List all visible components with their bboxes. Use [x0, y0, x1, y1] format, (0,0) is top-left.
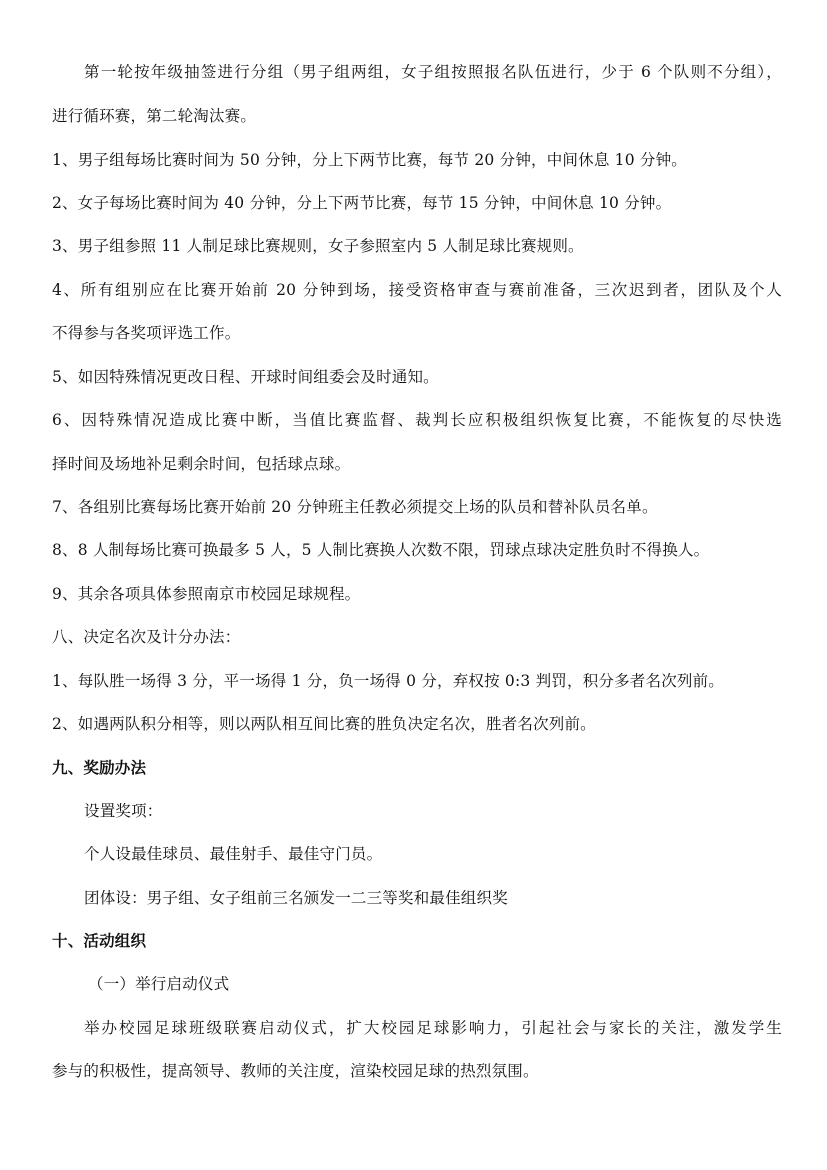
rule-7: 7、各组别比赛每场比赛开始前 20 分钟班主任教必须提交上场的队员和替补队员名单。 [52, 498, 658, 516]
rule-6-line-2: 择时间及场地补足剩余时间，包括球点球。 [52, 455, 351, 473]
rule-6-line-1: 6、因特殊情况造成比赛中断，当值比赛监督、裁判长应积极组织恢复比赛，不能恢复的尽快选 [52, 411, 782, 429]
award-team: 团体设：男子组、女子组前三名颁发一二三等奖和最佳组织奖 [84, 889, 508, 907]
section-9-heading: 九、奖励办法 [52, 759, 147, 777]
score-rule-2: 2、如遇两队积分相等，则以两队相互间比赛的胜负决定名次，胜者名次列前。 [52, 715, 596, 733]
rule-5: 5、如因特殊情况更改日程、开球时间组委会及时通知。 [52, 368, 439, 386]
subsection-1-heading: （一）举行启动仪式 [88, 975, 230, 993]
intro-line-1: 第一轮按年级抽签进行分组（男子组两组，女子组按照报名队伍进行，少于 6 个队则不分组）， [84, 63, 782, 81]
award-individual: 个人设最佳球员、最佳射手、最佳守门员。 [84, 845, 383, 863]
rule-2: 2、女子每场比赛时间为 40 分钟，分上下两节比赛，每节 15 分钟，中间休息 10 分钟。 [52, 194, 672, 212]
section-10-heading: 十、活动组织 [52, 932, 147, 950]
ceremony-line-1: 举办校园足球班级联赛启动仪式，扩大校园足球影响力，引起社会与家长的关注，激发学生 [84, 1019, 782, 1037]
rule-4-line-1: 4、所有组别应在比赛开始前 20 分钟到场，接受资格审查与赛前准备，三次迟到者，团队及个人 [52, 281, 782, 299]
score-rule-1: 1、每队胜一场得 3 分，平一场得 1 分，负一场得 0 分，弃权按 0:3 判罚，积分多者名次列前。 [52, 672, 725, 690]
ceremony-line-2: 参与的积极性，提高领导、教师的关注度，渲染校园足球的热烈氛围。 [52, 1062, 539, 1080]
intro-line-2: 进行循环赛，第二轮淘汰赛。 [52, 107, 257, 125]
rule-8: 8、8 人制每场比赛可换最多 5 人，5 人制比赛换人次数不限，罚球点球决定胜负时不得换人。 [52, 541, 710, 559]
rule-4-line-2: 不得参与各奖项评选工作。 [52, 324, 241, 342]
award-intro: 设置奖项： [84, 802, 163, 820]
rule-3: 3、男子组参照 11 人制足球比赛规则，女子参照室内 5 人制足球比赛规则。 [52, 237, 584, 255]
rule-9: 9、其余各项具体参照南京市校园足球规程。 [52, 585, 361, 603]
rule-1: 1、男子组每场比赛时间为 50 分钟，分上下两节比赛，每节 20 分钟，中间休息 10 分钟。 [52, 151, 687, 169]
section-8-heading: 八、决定名次及计分办法： [52, 628, 241, 646]
